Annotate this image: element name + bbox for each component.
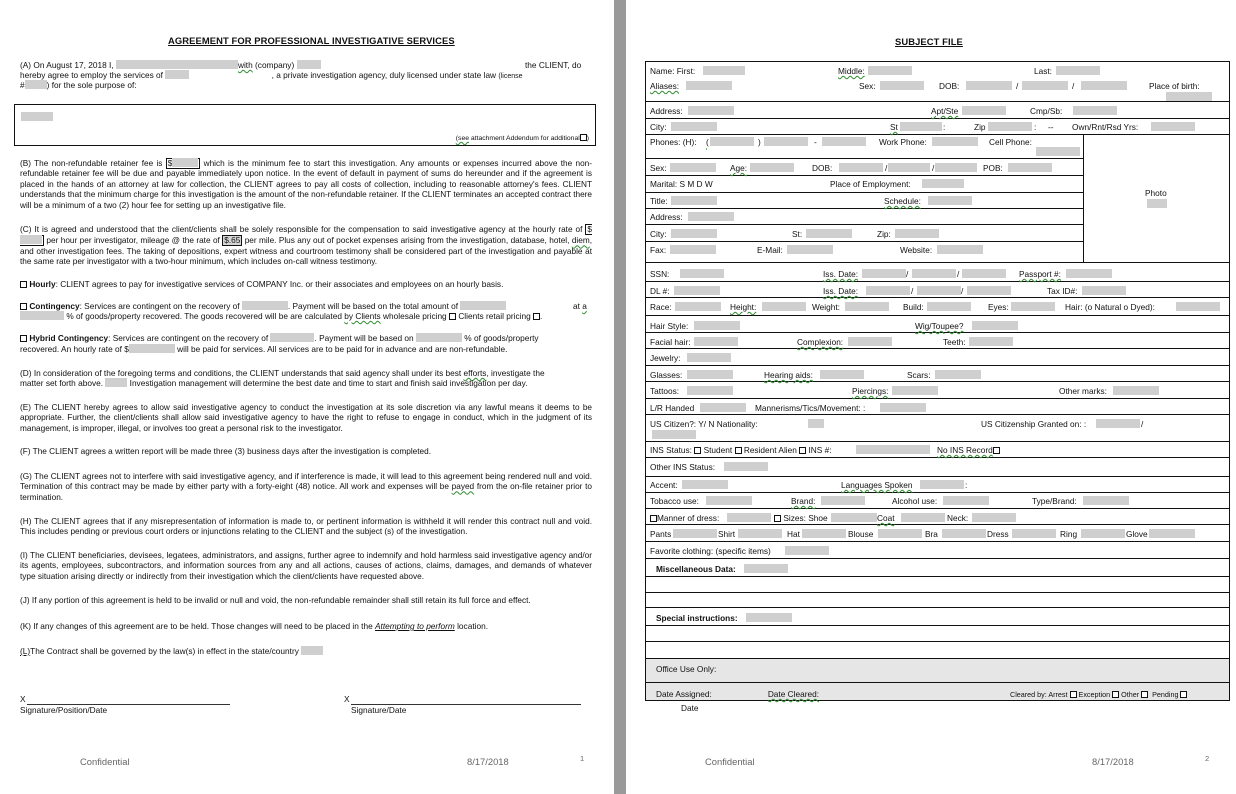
ins-number-field[interactable] (856, 445, 930, 454)
hourly-checkbox[interactable] (20, 281, 27, 288)
para-d-line2: matter set forth above. Investigation management will determine the best date and time to start and finish said investigation per day. (20, 378, 528, 388)
eyes-field[interactable] (1011, 302, 1055, 311)
age-field[interactable] (750, 163, 794, 172)
hair-style-field[interactable] (694, 321, 740, 330)
contingency-recovery-field[interactable] (242, 301, 288, 310)
photo-label: Photo (1145, 188, 1167, 198)
sig-x-right: X (344, 694, 350, 704)
special-instructions-field[interactable] (746, 613, 792, 622)
hourly-option: Hourly: CLIENT agrees to pay for investigative services of COMPANY Inc. or their associates and employees on an hourly basis. (20, 279, 503, 289)
hearing-aids-field[interactable] (820, 370, 864, 379)
race-field[interactable] (675, 302, 721, 311)
favorite-clothing-field[interactable] (785, 546, 829, 555)
languages-field[interactable] (920, 480, 964, 489)
pob-field[interactable] (1008, 163, 1052, 172)
tobacco-brand-field[interactable] (821, 496, 865, 505)
photo-field[interactable] (1147, 199, 1167, 208)
zip-field[interactable] (988, 122, 1032, 131)
title-field[interactable] (671, 196, 717, 205)
alcohol-brand-field[interactable] (1083, 496, 1129, 505)
facial-hair-field[interactable] (694, 337, 738, 346)
home-phone-area-field[interactable] (710, 137, 754, 146)
student-checkbox[interactable] (694, 447, 701, 454)
hybrid-checkbox[interactable] (20, 335, 27, 342)
pending-checkbox[interactable] (1180, 691, 1187, 698)
client-name-field[interactable] (116, 60, 238, 69)
coat-size-field[interactable] (901, 513, 945, 522)
retail-checkbox[interactable] (533, 313, 540, 320)
wholesale-checkbox[interactable] (449, 313, 456, 320)
sizes-checkbox[interactable] (774, 515, 781, 522)
citizenship-date-field[interactable] (1096, 419, 1140, 428)
weight-field[interactable] (845, 302, 889, 311)
dl-issue-month-field[interactable] (917, 286, 961, 295)
ring-size-field[interactable] (1081, 529, 1125, 538)
height-field[interactable] (762, 302, 806, 311)
scars-field[interactable] (935, 370, 981, 379)
no-ins-record: No INS Record (937, 445, 1000, 455)
neck-size-field[interactable] (972, 513, 1016, 522)
complexion-field[interactable] (848, 337, 892, 346)
para-k: (K) If any changes of this agreement are to be held. Those changes will need to be placed in the Attempting to perform location. (20, 621, 488, 631)
footer-date-2: 8/17/2018 (1092, 756, 1134, 767)
other-checkbox[interactable] (1141, 691, 1148, 698)
us-citizen-label: US Citizen?: Y/ N Nationality: (650, 419, 758, 429)
bra-size-field[interactable] (942, 529, 986, 538)
addendum-note: (see attachment Addendum for additional ) (455, 135, 589, 142)
zip2-field[interactable] (895, 229, 939, 238)
first-name-field[interactable] (703, 66, 745, 75)
hybrid-percent-field[interactable] (416, 333, 462, 342)
middle-name-field[interactable] (868, 66, 912, 75)
other-ins-field[interactable] (724, 462, 768, 471)
ins-status-row: INS Status: Student Resident Alien INS #: (650, 445, 832, 455)
sig-x-left: X (20, 694, 26, 704)
cmp-field[interactable] (1073, 106, 1117, 115)
para-h: (H) The CLIENT agrees that if any misrepresentation of information is made to, or pertinent information is withheld it will render this contract null and void. This includes pending or previous court orders or injunctions relating to the CLIENT and the subject (s) of the investigation. (20, 517, 592, 537)
city2-field[interactable] (671, 229, 717, 238)
hourly-rate-field[interactable]: $ (20, 224, 592, 246)
pants-size-field[interactable] (673, 529, 717, 538)
addendum-checkbox[interactable] (580, 134, 587, 141)
aliases-field[interactable] (686, 81, 732, 90)
contingency-amount-field[interactable] (460, 301, 506, 310)
hybrid-recovery-field[interactable] (270, 333, 314, 342)
agreement-page (0, 0, 614, 794)
ssn-issue-month-field[interactable] (912, 269, 956, 278)
glasses-field[interactable] (687, 370, 733, 379)
exception-checkbox[interactable] (1112, 691, 1119, 698)
para-e: (E) The CLIENT hereby agrees to allow said investigative agency to conduct the investigation at its sole discretion via any lawful means it deems to be appropriate. Further, the client/clients shall allow said investigative agency to have the right to refuse to engage in conduct, which in the judgment of its management, is improper, illegal, or involves too great a personal risk to the investigator. (20, 403, 592, 433)
handedness-field[interactable] (700, 403, 746, 412)
hat-size-field[interactable] (802, 529, 846, 538)
signature-label-right: Signature/Date (351, 705, 407, 715)
website-field[interactable] (937, 245, 983, 254)
agency-field[interactable] (165, 70, 189, 79)
home-phone-field[interactable] (764, 137, 808, 146)
hybrid-option-line1: Hybrid Contingency: Services are contingent on the recovery of . Payment will be based on % of goods/property (20, 333, 539, 343)
glove-size-field[interactable] (1149, 529, 1195, 538)
dl-field[interactable] (674, 286, 720, 295)
para-a-line2: hereby agree to employ the services of , a private investigation agency, duly licensed under state law (license (20, 70, 523, 80)
contingency-percent-field[interactable] (20, 311, 64, 320)
employment-field[interactable] (922, 179, 964, 188)
years-field[interactable] (1151, 122, 1195, 131)
mileage-rate-field[interactable]: $.65 (224, 236, 241, 246)
purpose-field[interactable] (21, 112, 53, 121)
passport-field[interactable] (1066, 269, 1112, 278)
manner-of-dress-checkbox[interactable] (650, 515, 657, 522)
home-phone-suffix-field[interactable] (822, 137, 866, 146)
para-a-line3: # ) for the sole purpose of: (20, 80, 137, 90)
footer-confidential-2: Confidential (705, 756, 755, 767)
footer-confidential: Confidential (80, 756, 130, 767)
company-field[interactable] (297, 60, 321, 69)
city-field[interactable] (671, 122, 717, 131)
wig-field[interactable] (972, 321, 1018, 330)
hybrid-option-line2: recovered. An hourly rate of $ will be paid for services. All services are to be paid for in advance and are non-refundable. (20, 344, 508, 354)
dl-issue-year-field[interactable] (967, 286, 1011, 295)
para-l: (L)The Contract shall be governed by the law(s) in effect in the state/country (20, 646, 409, 656)
alcohol-field[interactable] (943, 496, 989, 505)
email-field[interactable] (787, 245, 833, 254)
nationality-field[interactable] (808, 419, 824, 428)
contingency-checkbox[interactable] (20, 303, 27, 310)
para-d-line1: (D) In consideration of the foregoing terms and conditions, the CLIENT understands that said agency shall under its best efforts, investigate the (20, 368, 545, 378)
mannerisms-label: Mannerisms/Tics/Movement: : (755, 403, 866, 413)
manner-of-dress-field[interactable] (727, 513, 771, 522)
para-i: (I) The CLIENT beneficiaries, devisees, legatees, administrators, and assigns, further agree to indemnify and hold harmless said investigative agency and/or its agents, employees, subcontractors, and information sources from any and all actions, causes of actions, claims, damages, and demands of whatever type situation arising directly or indirectly from their investigation which the client/clients have requested above. (20, 551, 592, 581)
para-b: (B) The non-refundable retainer fee is $ which is the minimum fee to start this investigation. Any amounts or expenses incurred above the non-refundable retainer fee will be due and payable immediately upon notice. In the event of default in payment of sums do hereunder and if the agreement is placed in the hands of an attorney at law for collection, the CLIENT agrees to pay all costs of collection, including to reasonable attorney's fees. CLIENT understands that the minimum charge for this investigation is the amount of the non-refundable retainer. If the CLIENT terminates an accepted contract there will be a minimum of a two (2) hour fee for setting up an investigative file. (20, 159, 592, 210)
para-d-field[interactable] (105, 378, 127, 387)
fax-field[interactable] (670, 245, 716, 254)
sizes-shoe: Sizes: Shoe (774, 513, 828, 523)
dl-issue-date-field[interactable] (866, 286, 910, 295)
footer-date: 8/17/2018 (467, 756, 509, 767)
work-phone-field[interactable] (932, 137, 978, 146)
dob2-month-field[interactable] (888, 163, 930, 172)
no-ins-record-checkbox[interactable] (993, 447, 1000, 454)
mannerisms-field[interactable] (880, 403, 926, 412)
other-marks-field[interactable] (1113, 386, 1159, 395)
contingency-at: at a (573, 301, 587, 311)
blouse-size-field[interactable] (878, 529, 922, 538)
dob2-field[interactable] (839, 163, 883, 172)
ssn-field[interactable] (680, 269, 724, 278)
schedule-field[interactable] (928, 196, 972, 205)
build-field[interactable] (927, 302, 971, 311)
date-assigned: Date Assigned: Date Cleared: (656, 689, 820, 699)
last-name-field[interactable] (1056, 66, 1100, 75)
hybrid-hourly-field[interactable] (129, 344, 175, 353)
teeth-field[interactable] (969, 337, 1013, 346)
state-field[interactable] (900, 122, 942, 131)
apt-field[interactable] (962, 106, 1006, 115)
footer-page-number-2: 2 (1205, 754, 1210, 763)
para-a-line1: (A) On August 17, 2018 I, with (company) (20, 60, 321, 70)
tax-id-field[interactable] (1082, 286, 1126, 295)
sex2-field[interactable] (670, 163, 716, 172)
dob-field[interactable] (966, 81, 1012, 90)
piercings-field[interactable] (892, 386, 938, 395)
dob-month-field[interactable] (1022, 81, 1068, 90)
para-c: (C) It is agreed and understood that the client/clients shall be solely responsible for the compensation to said investigative agency at the hourly rate of $ per hour per investigator, mileage @ the rate of $.65 per mile. Plus any out of pocket expenses arising from the investigation, database, hotel, diem, and other investigation fees. The taking of depositions, expert witness and courtroom testimony shall be considered part of the investigation and payable at the same rate per investigator with a two-hour minimum, which includes on-call witness testimony. (20, 225, 593, 267)
ssn-issue-year-field[interactable] (962, 269, 1006, 278)
hair-field[interactable] (1176, 302, 1220, 311)
ins-number-checkbox[interactable] (799, 447, 806, 454)
nationality-extra-field[interactable] (652, 430, 696, 439)
tobacco-field[interactable] (706, 496, 752, 505)
shirt-size-field[interactable] (738, 529, 782, 538)
contingency-option-line2: % of goods/property recovered. The goods recovered will be are calculated by Clients wholesale pricing Clients retail pricing . (20, 311, 542, 321)
shoe-size-field[interactable] (831, 513, 877, 522)
ssn-issue-date-field[interactable] (862, 269, 906, 278)
para-f: (F) The CLIENT agrees a written report will be made three (3) business days after the investigation is completed. (20, 447, 432, 456)
accent-field[interactable] (682, 480, 728, 489)
footer-page-number: 1 (580, 754, 585, 763)
license-field[interactable] (25, 80, 47, 89)
dob-year-field[interactable] (1081, 81, 1127, 90)
manner-of-dress: Manner of dress: (650, 513, 719, 523)
address-field[interactable] (688, 106, 734, 115)
subject-file-page: SUBJECT FILE Name: First: Middle: Last: Aliases: Sex: DOB: / / Place of birth: Address: Apt/Ste Cmp/Sb: City: St : Zip : -- Own/Rnt/Rsd Yrs: Phones: (H): ( ) - Work Phone: Cell Phone: Sex: Age: DOB: / / POB: Marital: S M D W Place of Employment: Photo Title: Schedule: Address: City: St: Zip: Fax: E-Mail: Website: SSN: Iss. Date: / / Passport #: DL #: Iss. Date: / / Tax ID#: Race: Height: Weight: Build: Eyes: Hair: (o Natural o Dyed): Hair Style: Wig/Toupee? Facial hair: Complexion: Teeth: Jewelry: Glasses: Hearing aids: Scars: Tattoos: Piercings: Other marks: L/R Handed Mannerisms/Tics/Movement: : US Citizen?: Y/ N Nationality: US Citizenship Granted on: : / INS Status: Student Resident Alien INS #: No INS Record Other INS Status: Accent: Languages Spoken : Tobacco use: Brand: Alcohol use: Type/Brand: Manner of dress: Sizes: Shoe Coat Neck: Pants Shirt Hat Blouse Bra Dress Ring Glove Favorite clothing: (specific items) Miscellaneous Data: Special instructions: Office Use Only: Date Assigned: Date Cleared: Cleared by: Arrest Exception Other Pending Date Confidential 8/17/2018 2 (626, 0, 1236, 794)
para-g: (G) The CLIENT agrees not to interfere with said investigative agency, and if interference is made, it will lead to this agreement being rendered null and void. Termination of this contract may be made by either party with a forty-eight (48) notice. All work and expenses will be payed from the on-file retainer prior to termination. (20, 472, 592, 502)
arrest-checkbox[interactable] (1070, 691, 1077, 698)
contingency-option-line1: Contingency: Services are contingent on the recovery of . Payment will be based on the total amount of (20, 301, 506, 311)
retainer-field[interactable]: $ (166, 158, 201, 169)
sex-field[interactable] (880, 81, 924, 90)
jewelry-field[interactable] (687, 353, 731, 362)
cleared-by-row: Cleared by: Arrest Exception Other Pending (1010, 690, 1187, 699)
place-of-birth-field[interactable] (1166, 92, 1212, 101)
client-label: the CLIENT, do (525, 60, 582, 70)
resident-alien-checkbox[interactable] (735, 447, 742, 454)
agreement-title: AGREEMENT FOR PROFESSIONAL INVESTIGATIVE SERVICES (168, 35, 455, 46)
tattoos-field[interactable] (687, 386, 733, 395)
dob2-year-field[interactable] (935, 163, 977, 172)
purpose-box[interactable] (14, 104, 596, 146)
governing-law-field[interactable] (301, 646, 323, 655)
state2-field[interactable] (806, 229, 852, 238)
subject-file-title: SUBJECT FILE (895, 36, 963, 47)
cell-phone-field[interactable] (1036, 147, 1080, 156)
address2-field[interactable] (688, 212, 734, 221)
para-j: (J) If any portion of this agreement is held to be invalid or null and void, the non-refundable remainder shall still retain its full force and effect. (20, 596, 531, 605)
signature-label-left: Signature/Position/Date (20, 705, 108, 715)
misc-data-field[interactable] (744, 564, 788, 573)
dress-size-field[interactable] (1012, 529, 1056, 538)
